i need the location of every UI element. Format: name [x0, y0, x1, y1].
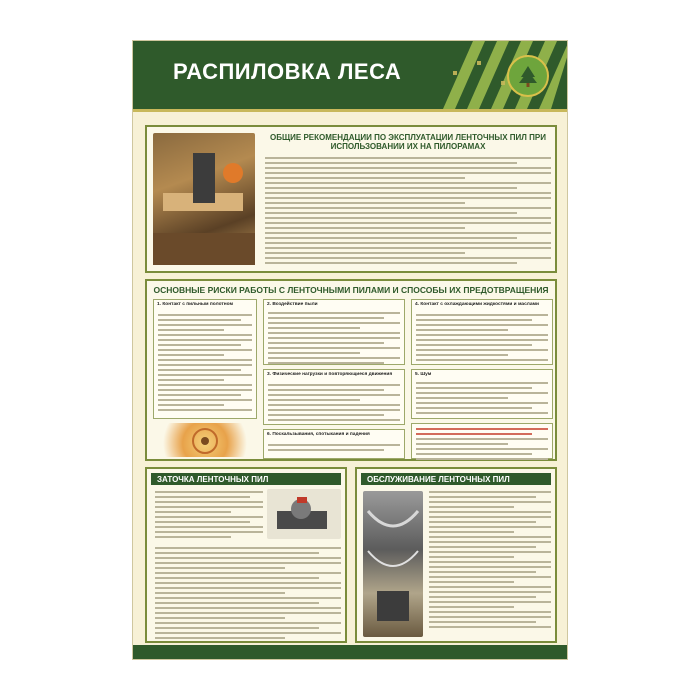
- header-stripe: [133, 109, 567, 112]
- risk-title-4: 4. Контакт с охлаждающими жидкостями и маслами: [415, 302, 539, 307]
- risk-title-6: 6. Поскальзывания, спотыкания и падения: [267, 432, 370, 437]
- general-title: ОБЩИЕ РЕКОМЕНДАЦИИ ПО ЭКСПЛУАТАЦИИ ЛЕНТОЧНЫХ ПИЛ ПРИ ИСПОЛЬЗОВАНИИ ИХ НА ПИЛОРАМАХ: [270, 133, 546, 151]
- sharpening-machine-photo: [267, 489, 341, 539]
- risks-title: ОСНОВНЫЕ РИСКИ РАБОТЫ С ЛЕНТОЧНЫМИ ПИЛАМИ И СПОСОБЫ ИХ ПРЕДОТВРАЩЕНИЯ: [153, 285, 549, 295]
- risk-title-5: 5. Шум: [415, 372, 432, 377]
- warning-note: [411, 423, 553, 459]
- chainsaw-graphic: [153, 423, 257, 457]
- general-text: [265, 157, 551, 267]
- saw-blade-icon: [153, 423, 257, 457]
- tree-icon: [518, 65, 538, 87]
- service-text: [429, 491, 551, 631]
- general-recommendations-panel: [145, 125, 557, 273]
- poster-header: [133, 41, 567, 109]
- service-title-bar: [361, 473, 551, 485]
- risk-card-1: [153, 299, 257, 419]
- service-title: ОБСЛУЖИВАНИЕ ЛЕНТОЧНЫХ ПИЛ: [367, 475, 510, 484]
- risk-card-2: [263, 299, 405, 365]
- band-saw-blade-icon: [363, 491, 423, 637]
- risk-card-4: [411, 299, 553, 365]
- risk-card-3: [263, 369, 405, 425]
- sawmill-photo: [153, 133, 255, 265]
- sharpening-text-2: [155, 547, 341, 642]
- forest-emblem: [507, 55, 549, 97]
- risk-title-3: 3. Физические нагрузки и повторяющиеся движения: [267, 372, 393, 377]
- risk-card-5: [411, 369, 553, 419]
- service-photo: [363, 491, 423, 637]
- sharpening-title: ЗАТОЧКА ЛЕНТОЧНЫХ ПИЛ: [157, 475, 269, 484]
- page-title: РАСПИЛОВКА ЛЕСА: [173, 59, 402, 84]
- sharpening-title-bar: [151, 473, 341, 485]
- sharpening-panel: [145, 467, 347, 643]
- sharpening-machine-icon: [267, 489, 341, 539]
- risk-title-2: 2. Воздействие пыли: [267, 302, 318, 307]
- poster: [132, 40, 568, 660]
- risk-card-6: [263, 429, 405, 459]
- sharpening-text: [155, 491, 263, 541]
- risks-panel: [145, 279, 557, 461]
- risk-title-1: 1. Контакт с пильным полотном: [157, 302, 234, 307]
- service-panel: [355, 467, 557, 643]
- poster-footer: [133, 645, 567, 659]
- sawmill-illustration: [153, 133, 255, 265]
